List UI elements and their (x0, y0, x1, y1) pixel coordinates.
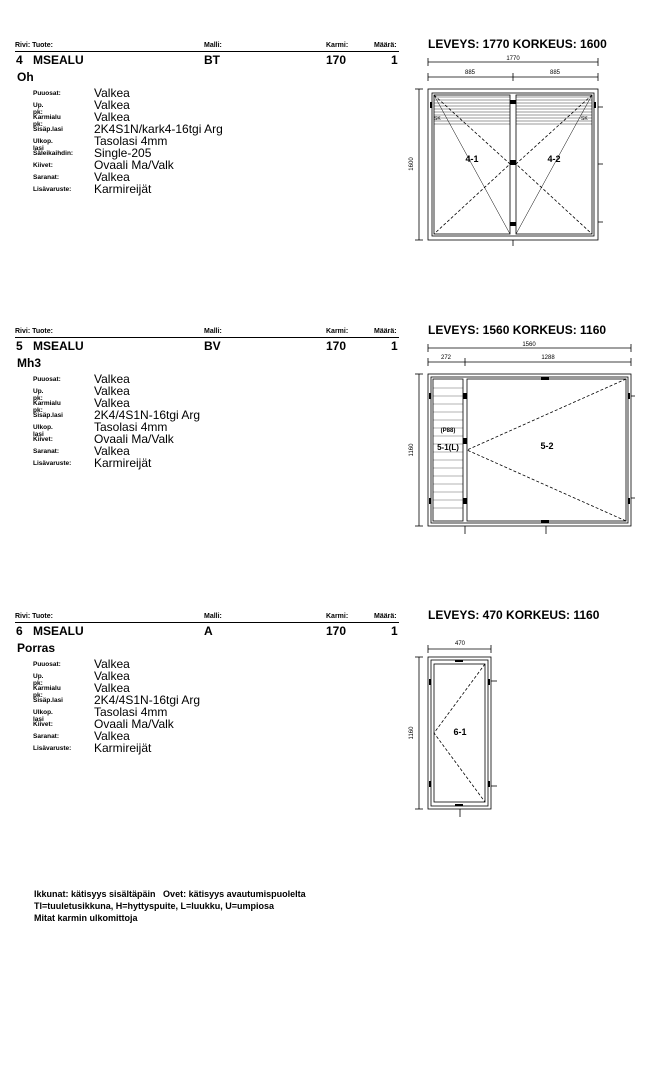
quantity: 1 (391, 624, 398, 638)
room-name: Mh3 (17, 356, 41, 370)
header-rivi-tuote: Rivi: Tuote: (15, 42, 53, 49)
spec-value: Valkea (94, 86, 130, 100)
header-maara: Määrä: (374, 613, 397, 620)
pane-label-1: 6-1 (453, 727, 467, 737)
spec-label: Karmialu pk: (33, 400, 61, 414)
spec-value: Valkea (94, 729, 130, 743)
split-label-2: 1288 (541, 355, 555, 361)
footer-notes (34, 888, 306, 924)
header-malli: Malli: (204, 42, 222, 49)
spec-value: Ovaali Ma/Valk (94, 432, 174, 446)
spec-label: Ulkop. lasi (33, 709, 53, 723)
spec-label: Saranat: (33, 174, 60, 181)
height-label: 1160 (409, 726, 415, 740)
spec-value: Valkea (94, 444, 130, 458)
quantity: 1 (391, 53, 398, 67)
pane-note: (P88) (440, 428, 456, 434)
spec-value: Valkea (94, 110, 130, 124)
width-label: 1770 (506, 56, 520, 62)
spec-label: Lisävaruste: (33, 745, 72, 752)
spec-value: Ovaali Ma/Valk (94, 158, 174, 172)
header-karmi: Karmi: (326, 328, 349, 335)
window-item-5 (0, 286, 672, 566)
spec-label: Up. pk: (33, 102, 44, 116)
frame-depth: 170 (326, 53, 347, 67)
width-label: 1560 (522, 342, 536, 348)
blind-mark-label: SK (434, 116, 441, 122)
pane-label-1: 5-1(L) (437, 443, 459, 452)
room-name: Oh (17, 70, 34, 84)
header-maara: Määrä: (374, 42, 397, 49)
split-label-2: 885 (549, 70, 561, 76)
spec-label: Ulkop. lasi (33, 138, 53, 152)
window-drawing-5 (405, 338, 635, 538)
window-item-6 (0, 571, 672, 851)
spec-value: Valkea (94, 396, 130, 410)
blind-mark-label: SK (581, 116, 588, 122)
spec-value: Valkea (94, 384, 130, 398)
header-rivi-tuote: Rivi: Tuote: (15, 613, 53, 620)
spec-label: Säleikaihdin: (33, 150, 74, 157)
product-name: MSEALU (33, 624, 84, 638)
spec-label: Up. pk: (33, 388, 44, 402)
dimension-title: LEVEYS: 1770 KORKEUS: 1600 (428, 37, 607, 51)
spec-value: Valkea (94, 372, 130, 386)
spec-value: Karmireijät (94, 182, 152, 196)
header-rivi-tuote: Rivi: Tuote: (15, 328, 53, 335)
width-label: 470 (454, 641, 466, 647)
note-line: Ikkunat: kätisyys sisältäpäin Ovet: kätisyys avautumispuolelta (34, 889, 306, 899)
handle-mark (510, 160, 516, 165)
header-malli: Malli: (204, 613, 222, 620)
spec-value: Karmireijät (94, 456, 152, 470)
spec-value: Single-205 (94, 146, 152, 160)
note-line: Mitat karmin ulkomittoja (34, 913, 138, 923)
spec-value: Valkea (94, 669, 130, 683)
model: BT (204, 53, 220, 67)
header-karmi: Karmi: (326, 613, 349, 620)
spec-value: Karmireijät (94, 741, 152, 755)
frame-depth: 170 (326, 624, 347, 638)
spec-label: Lisävaruste: (33, 186, 72, 193)
window-drawing-6 (405, 631, 505, 821)
spec-label: Sisäp.lasi (33, 697, 63, 704)
spec-value: Ovaali Ma/Valk (94, 717, 174, 731)
spec-value: Tasolasi 4mm (94, 705, 168, 719)
dimension-title: LEVEYS: 470 KORKEUS: 1160 (428, 608, 600, 622)
model: A (204, 624, 213, 638)
spec-value: Tasolasi 4mm (94, 420, 168, 434)
spec-label: Up. pk: (33, 673, 44, 687)
row-number: 5 (16, 339, 23, 353)
spec-label: Kiivet: (33, 162, 53, 169)
header-rule (15, 337, 399, 338)
spec-label: Lisävaruste: (33, 460, 72, 467)
spec-value: Tasolasi 4mm (94, 134, 168, 148)
row-number: 6 (16, 624, 23, 638)
header-malli: Malli: (204, 328, 222, 335)
spec-value: Valkea (94, 657, 130, 671)
spec-label: Saranat: (33, 733, 60, 740)
header-rule (15, 622, 399, 623)
spec-label: Karmialu pk: (33, 114, 61, 128)
pane-label-2: 4-2 (547, 154, 561, 164)
header-maara: Määrä: (374, 328, 397, 335)
note-line: Tl=tuuletusikkuna, H=hyttyspuite, L=luukku, U=umpiosa (34, 901, 275, 911)
spec-label: Puuosat: (33, 661, 61, 668)
quantity: 1 (391, 339, 398, 353)
dimension-title: LEVEYS: 1560 KORKEUS: 1160 (428, 323, 607, 337)
spec-value: 2K4S1N/kark4-16tgi Arg (94, 122, 223, 136)
pane-label-2: 5-2 (540, 441, 554, 451)
spec-label: Saranat: (33, 448, 60, 455)
model: BV (204, 339, 221, 353)
hinge-mark (510, 100, 516, 104)
header-rule (15, 51, 399, 52)
room-name: Porras (17, 641, 56, 655)
spec-label: Kiivet: (33, 436, 53, 443)
spec-label: Puuosat: (33, 376, 61, 383)
spec-value: Valkea (94, 681, 130, 695)
window-item-4 (0, 0, 672, 280)
spec-label: Sisäp.lasi (33, 126, 63, 133)
height-label: 1160 (409, 443, 415, 457)
pane-label-1: 4-1 (465, 154, 479, 164)
frame-depth: 170 (326, 339, 347, 353)
spec-value: Valkea (94, 98, 130, 112)
spec-label: Puuosat: (33, 90, 61, 97)
product-name: MSEALU (33, 339, 84, 353)
spec-label: Kiivet: (33, 721, 53, 728)
split-label-1: 272 (440, 355, 452, 361)
window-drawing-4 (405, 52, 605, 248)
spec-label: Sisäp.lasi (33, 412, 63, 419)
spec-label: Karmialu pk: (33, 685, 61, 699)
height-label: 1600 (409, 157, 415, 171)
split-label-1: 885 (464, 70, 476, 76)
spec-value: Valkea (94, 170, 130, 184)
spec-value: 2K4/4S1N-16tgi Arg (94, 408, 201, 422)
spec-label: Ulkop. lasi (33, 424, 53, 438)
header-karmi: Karmi: (326, 42, 349, 49)
product-name: MSEALU (33, 53, 84, 67)
spec-value: 2K4/4S1N-16tgi Arg (94, 693, 201, 707)
row-number: 4 (16, 53, 23, 67)
